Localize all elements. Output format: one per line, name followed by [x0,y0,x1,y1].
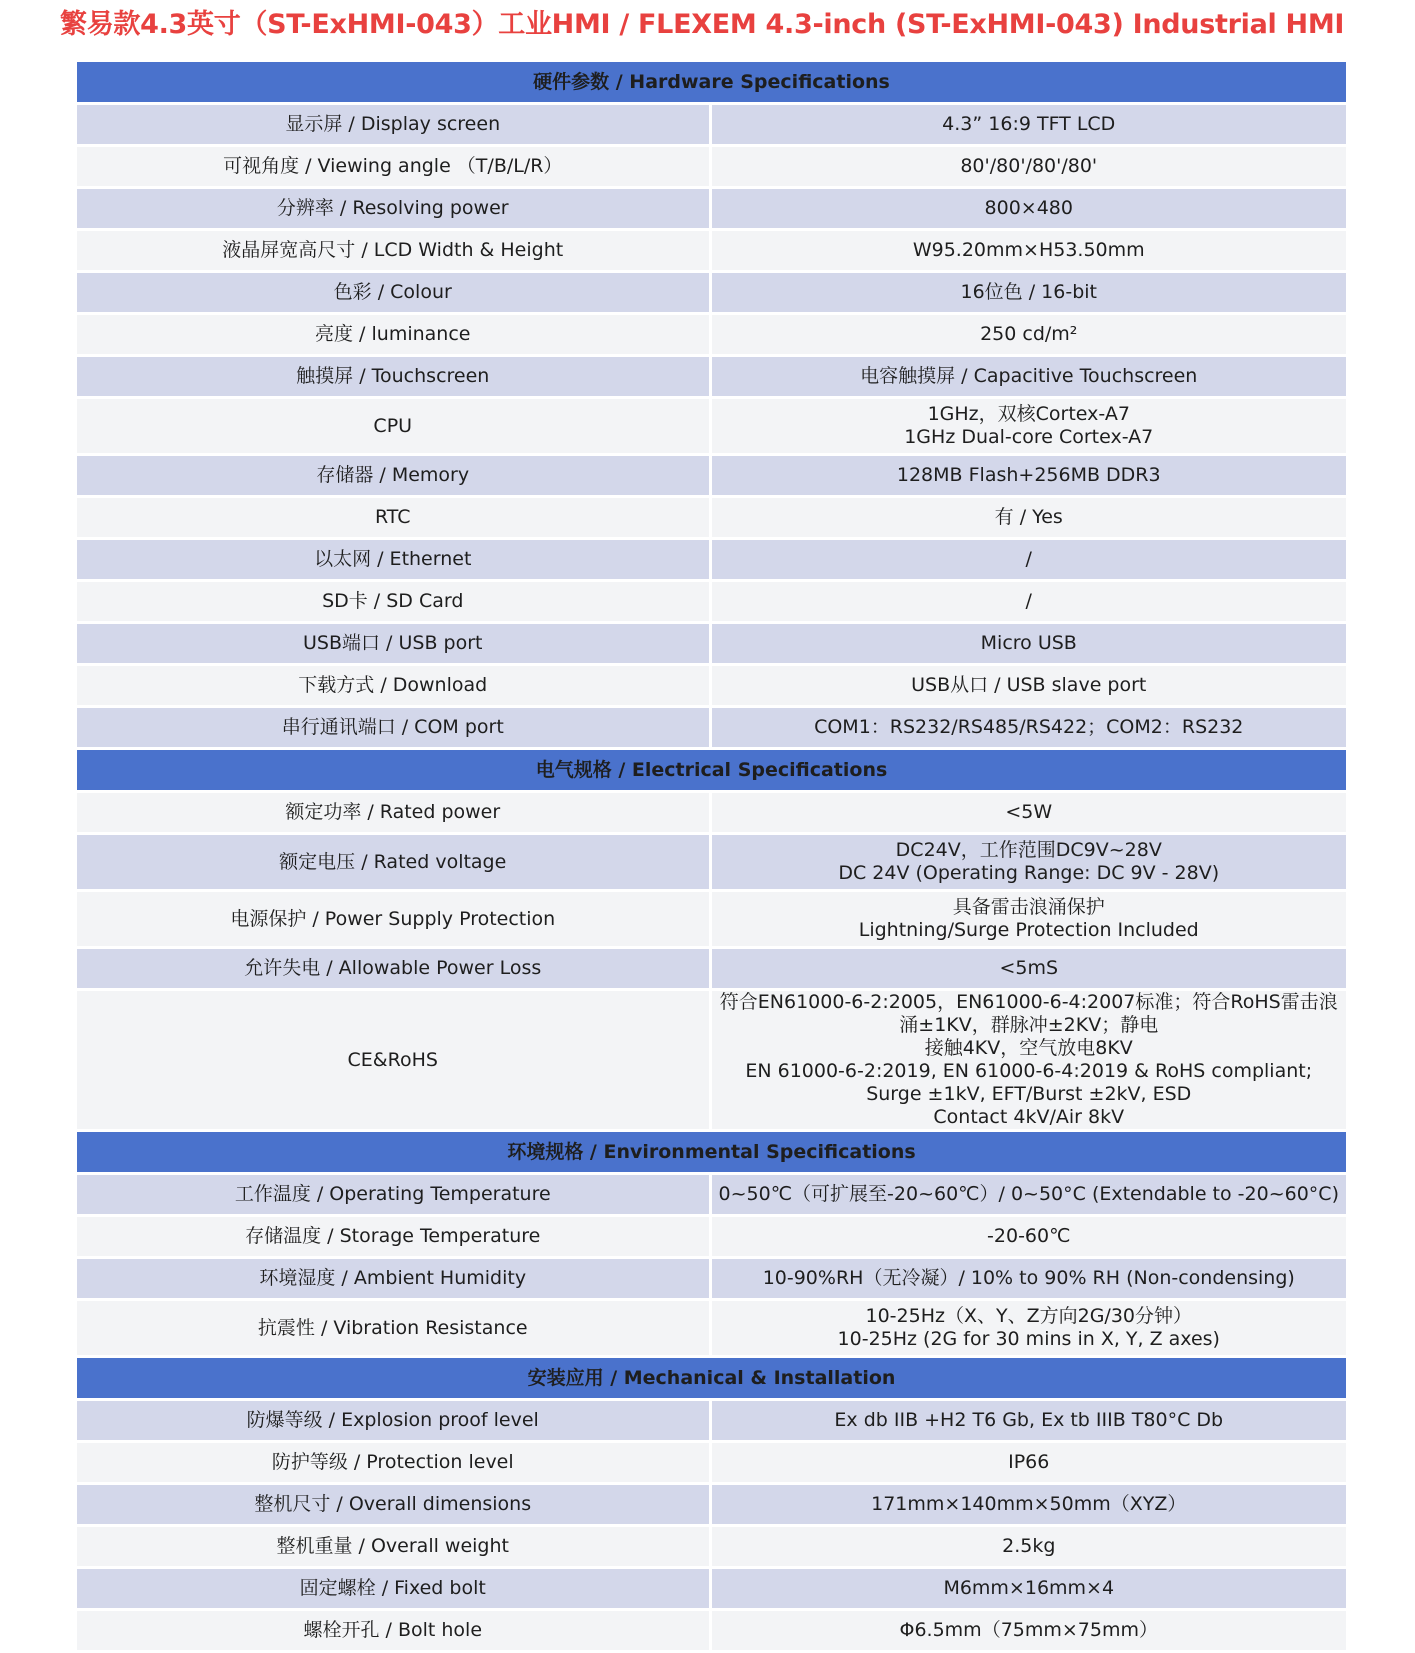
spec-value-line: EN 61000-6-2:2019, EN 61000-6-4:2019 & RoHS compliant; Surge ±1kV, EFT/Burst ±2kV, ESD [745,1060,1313,1105]
spec-value [712,1301,1347,1355]
spec-label: SD卡 / SD Card [77,582,712,621]
spec-row [77,498,1346,537]
section-heading: 安装应用 / Mechanical & Installation [77,1358,1346,1398]
spec-label: 额定功率 / Rated power [77,793,712,832]
spec-row [77,708,1346,747]
spec-row [77,666,1346,705]
section-header-row [77,750,1346,790]
spec-value-line: 接触4KV，空气放电8KV [924,1037,1133,1059]
spec-value-line: 80'/80'/80'/80' [960,155,1098,177]
spec-value-line: -20-60℃ [987,1225,1071,1247]
spec-value [712,357,1347,396]
spec-value [712,793,1347,832]
spec-value-line: 171mm×140mm×50mm（XYZ） [871,1493,1187,1515]
spec-value [712,991,1347,1129]
spec-value [712,231,1347,270]
spec-row [77,1259,1346,1298]
spec-value-line: 4.3” 16:9 TFT LCD [942,113,1116,135]
spec-value-line: W95.20mm×H53.50mm [912,239,1145,261]
spec-value [712,1485,1347,1524]
spec-value [712,1569,1347,1608]
spec-value-line: 2.5kg [1002,1535,1056,1557]
spec-value-line: USB从口 / USB slave port [911,674,1147,696]
spec-label: 显示屏 / Display screen [77,105,712,144]
spec-value [712,892,1347,946]
spec-value-line: 10-25Hz (2G for 30 mins in X, Y, Z axes) [837,1328,1220,1350]
spec-value [712,582,1347,621]
spec-value [712,708,1347,747]
spec-label: 额定电压 / Rated voltage [77,835,712,889]
spec-row [77,456,1346,495]
spec-row [77,399,1346,453]
spec-value [712,1175,1347,1214]
section-header-row [77,1132,1346,1172]
spec-value-line: M6mm×16mm×4 [943,1577,1115,1599]
spec-label: 允许失电 / Allowable Power Loss [77,949,712,988]
spec-value-line: Φ6.5mm（75mm×75mm） [899,1619,1158,1641]
spec-row [77,540,1346,579]
spec-value [712,835,1347,889]
spec-row [77,147,1346,186]
spec-row [77,582,1346,621]
spec-value [712,1401,1347,1440]
spec-row [77,189,1346,228]
section-header-row [77,62,1346,102]
spec-label: 下载方式 / Download [77,666,712,705]
spec-row [77,357,1346,396]
spec-label: CPU [77,399,712,453]
spec-label: 液晶屏宽高尺寸 / LCD Width & Height [77,231,712,270]
spec-row [77,1401,1346,1440]
spec-label: 电源保护 / Power Supply Protection [77,892,712,946]
spec-row [77,1175,1346,1214]
spec-label: 抗震性 / Vibration Resistance [77,1301,712,1355]
spec-label: 亮度 / luminance [77,315,712,354]
page-title: 繁易款4.3英寸（ST-ExHMI-043）工业HMI / FLEXEM 4.3-inch (ST-ExHMI-043) Industrial HMI [60,9,1345,40]
spec-value-line: DC 24V (Operating Range: DC 9V - 28V) [838,862,1220,884]
spec-label: 分辨率 / Resolving power [77,189,712,228]
spec-label: 串行通讯端口 / COM port [77,708,712,747]
spec-value-line: 符合EN61000-6-2:2005，EN61000-6-4:2007标准；符合RoHS雷击浪涌±1KV，群脉冲±2KV；静电 [719,991,1338,1036]
spec-row [77,624,1346,663]
spec-value [712,147,1347,186]
spec-value-line: 有 / Yes [994,506,1063,528]
spec-value-line: <5mS [999,957,1059,979]
spec-label: 螺栓开孔 / Bolt hole [77,1611,712,1650]
spec-value-line: 250 cd/m² [980,323,1078,345]
spec-value [712,273,1347,312]
spec-value [712,540,1347,579]
spec-value [712,105,1347,144]
spec-value-line: DC24V，工作范围DC9V~28V [895,839,1162,861]
spec-row [77,315,1346,354]
spec-value [712,1443,1347,1482]
spec-label: CE&RoHS [77,991,712,1129]
spec-value-line: 1GHz，双核Cortex-A7 [927,403,1130,425]
spec-label: 可视角度 / Viewing angle （T/B/L/R） [77,147,712,186]
spec-label: 色彩 / Colour [77,273,712,312]
spec-label: 整机重量 / Overall weight [77,1527,712,1566]
spec-value-line: 10-90%RH（无冷凝）/ 10% to 90% RH (Non-condensing) [762,1267,1295,1289]
spec-label: 环境湿度 / Ambient Humidity [77,1259,712,1298]
spec-value-line: 1GHz Dual-core Cortex-A7 [904,426,1154,448]
spec-value [712,315,1347,354]
spec-value-line: / [1025,548,1032,570]
spec-value-line: / [1025,590,1032,612]
spec-value [712,1259,1347,1298]
spec-row [77,1301,1346,1355]
spec-row [77,1443,1346,1482]
spec-row [77,949,1346,988]
spec-label: 以太网 / Ethernet [77,540,712,579]
spec-value-line: 具备雷击浪涌保护 [952,896,1105,918]
spec-value-line: 0~50℃（可扩展至-20~60℃）/ 0~50°C (Extendable to -20~60°C) [718,1183,1339,1205]
spec-value-line: Lightning/Surge Protection Included [858,919,1199,941]
spec-value-line: Ex db IIB +H2 T6 Gb, Ex tb IIIB T80°C Db [834,1409,1224,1431]
spec-row [77,835,1346,889]
spec-label: 工作温度 / Operating Temperature [77,1175,712,1214]
spec-value [712,1611,1347,1650]
spec-value-line: IP66 [1008,1451,1050,1473]
spec-table-body [77,62,1346,1650]
section-heading: 环境规格 / Environmental Specifications [77,1132,1346,1172]
spec-value [712,456,1347,495]
spec-value [712,666,1347,705]
section-heading: 硬件参数 / Hardware Specifications [77,62,1346,102]
spec-label: 防护等级 / Protection level [77,1443,712,1482]
spec-label: 触摸屏 / Touchscreen [77,357,712,396]
spec-value-line: Contact 4kV/Air 8kV [933,1106,1125,1128]
spec-value-line: Micro USB [980,632,1077,654]
spec-row [77,892,1346,946]
section-header-row [77,1358,1346,1398]
spec-value-line: 10-25Hz（X、Y、Z方向2G/30分钟） [865,1305,1192,1327]
spec-label: 存储器 / Memory [77,456,712,495]
spec-label: 整机尺寸 / Overall dimensions [77,1485,712,1524]
spec-row [77,1611,1346,1650]
spec-value-line: 电容触摸屏 / Capacitive Touchscreen [860,365,1198,387]
spec-row [77,105,1346,144]
spec-label: RTC [77,498,712,537]
spec-row [77,273,1346,312]
spec-row [77,1217,1346,1256]
spec-row [77,1527,1346,1566]
spec-row [77,793,1346,832]
spec-value-line: COM1：RS232/RS485/RS422；COM2：RS232 [814,716,1244,738]
spec-label: USB端口 / USB port [77,624,712,663]
spec-value-line: 800×480 [984,197,1073,219]
spec-row [77,991,1346,1129]
spec-value [712,1217,1347,1256]
spec-value [712,624,1347,663]
spec-value [712,189,1347,228]
spec-value [712,949,1347,988]
spec-label: 防爆等级 / Explosion proof level [77,1401,712,1440]
spec-row [77,231,1346,270]
spec-row [77,1485,1346,1524]
section-heading: 电气规格 / Electrical Specifications [77,750,1346,790]
spec-table [77,59,1346,1653]
spec-label: 固定螺栓 / Fixed bolt [77,1569,712,1608]
spec-value-line: 128MB Flash+256MB DDR3 [896,464,1161,486]
spec-value-line: 16位色 / 16-bit [960,281,1097,303]
spec-value-line: <5W [1005,801,1053,823]
spec-value [712,399,1347,453]
spec-value [712,1527,1347,1566]
spec-row [77,1569,1346,1608]
spec-label: 存储温度 / Storage Temperature [77,1217,712,1256]
spec-value [712,498,1347,537]
